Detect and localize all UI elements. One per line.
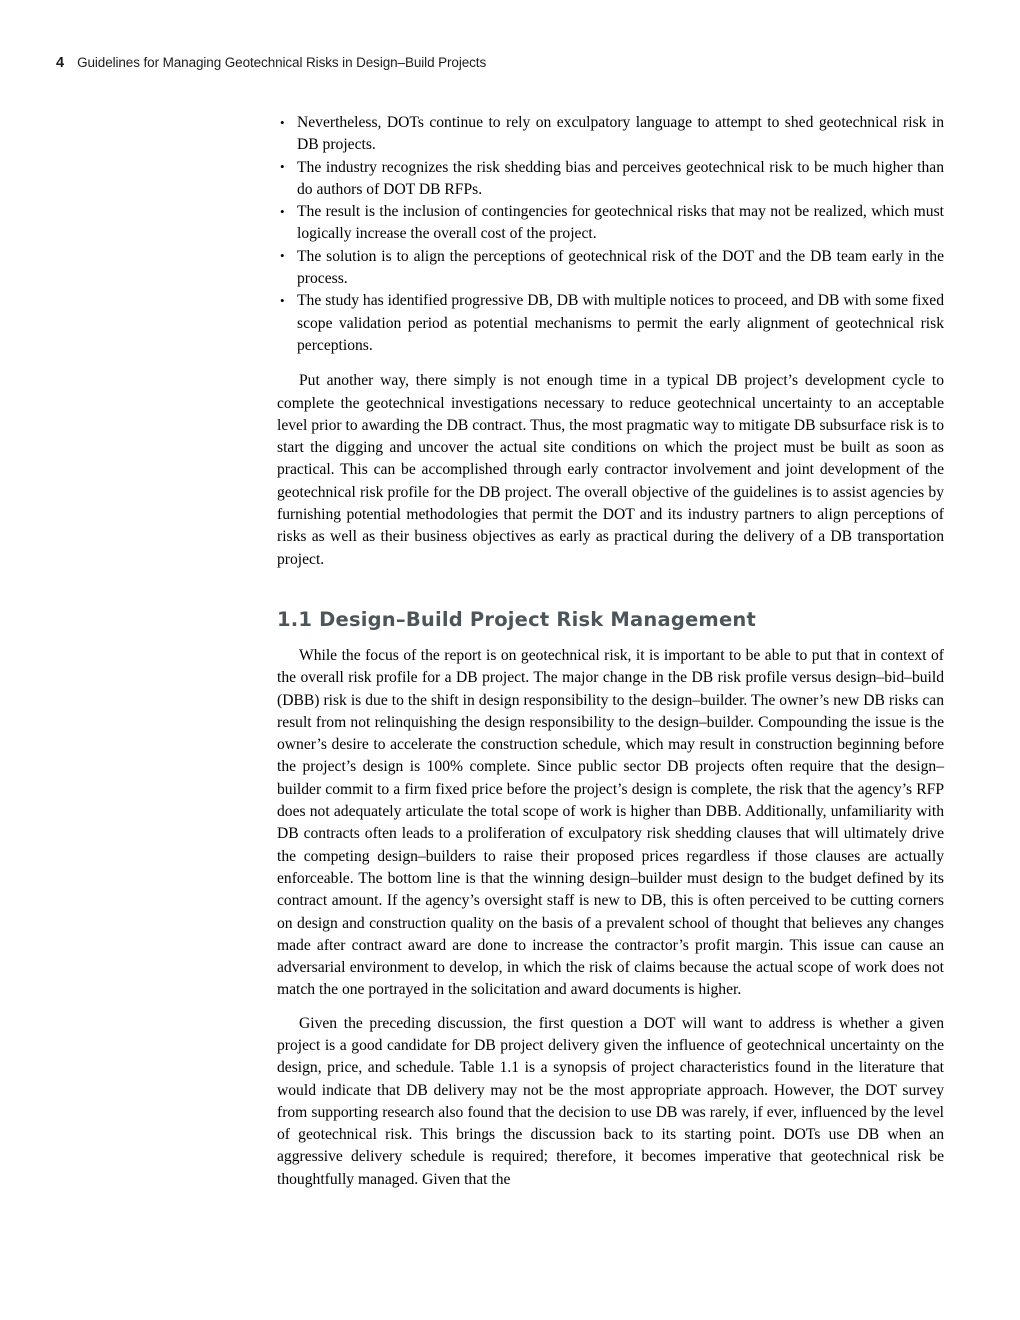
text-column — [277, 112, 944, 1191]
paragraph-one: While the focus of the report is on geotechnical risk, it is important to be able to put that in context of the overall risk profile for a DB project. The major change in the DB risk profile versus design–bid–build (DBB) risk is due to the shift in design responsibility to the design–builder. The owner’s new DB risks can result from not relinquishing the design responsibility to the design–builder. Compounding the issue is the owner’s desire to accelerate the construction schedule, which may result in construction beginning before the project’s design is 100% complete. Since public sector DB projects often require that the design–builder commit to a firm fixed price before the project’s design is complete, the risk that the agency’s RFP does not adequately articulate the total scope of work is higher than DBB. Additionally, unfamiliarity with DB contracts often leads to a proliferation of exculpatory risk shedding clauses that will ultimately drive the competing design–builders to raise their proposed prices regardless if those clauses are actually enforceable. The bottom line is that the winning design–builder must design to the budget defined by its contract amount. If the agency’s oversight staff is new to DB, this is often perceived to be cutting corners on design and construction quality on the basis of a prevalent school of thought that believes any changes made after contract award are done to increase the contractor’s profit margin. This issue can cause an adversarial environment to develop, in which the risk of claims because the actual scope of work does not match the one portrayed in the solicitation and award documents is higher. — [277, 646, 944, 999]
list-item: • Nevertheless, DOTs continue to rely on exculpatory language to attempt to shed geotechnical risk in DB projects. — [277, 112, 944, 157]
paragraph-two: Given the preceding discussion, the first question a DOT will want to address is whether a given project is a good candidate for DB project delivery given the influence of geotechnical uncertainty on the design, price, and schedule. Table 1.1 is a synopsis of project characteristics found in the literature that would indicate that DB delivery may not be the most appropriate approach. However, the DOT survey from supporting research also found that the decision to use DB was rarely, if ever, influenced by the level of geotechnical risk. This brings the discussion back to its starting point. DOTs use DB when an aggressive delivery schedule is required; therefore, it becomes imperative that geotechnical risk be thoughtfully managed. Given that the — [277, 1014, 944, 1188]
section-heading: 1.1 Design–Build Project Risk Management — [277, 607, 756, 631]
list-item: • The result is the inclusion of contingencies for geotechnical risks that may not be realized, which must logically increase the overall cost of the project. — [277, 201, 944, 246]
running-head-title: Guidelines for Managing Geotechnical Risks in Design–Build Projects — [77, 55, 487, 70]
running-head — [56, 54, 964, 72]
paragraph-spacer — [277, 1002, 944, 1013]
list-item: • The solution is to align the perceptions of geotechnical risk of the DOT and the DB team early in the process. — [277, 246, 944, 291]
bullet-list — [277, 112, 944, 357]
list-item: • The industry recognizes the risk shedding bias and perceives geotechnical risk to be much higher than do authors of DOT DB RFPs. — [277, 157, 944, 202]
list-item: • The study has identified progressive DB, DB with multiple notices to proceed, and DB with some fixed scope validation period as potential mechanisms to permit the early alignment of geotechnical risk perceptions. — [277, 290, 944, 357]
page-number: 4 — [56, 55, 65, 71]
paragraph-intro: Put another way, there simply is not enough time in a typical DB project’s development cycle to complete the geotechnical investigations necessary to reduce geotechnical uncertainty to an acceptable level prior to awarding the DB contract. Thus, the most pragmatic way to mitigate DB subsurface risk is to start the digging and uncover the actual site conditions on which the project must be built as soon as practical. This can be accomplished through early contractor involvement and joint development of the geotechnical risk profile for the DB project. The overall objective of the guidelines is to assist agencies by furnishing potential methodologies that permit the DOT and its industry partners to align perceptions of risks as well as their business objectives as early as practical during the delivery of a DB transportation project. — [277, 372, 944, 568]
section-heading-block — [277, 607, 944, 633]
